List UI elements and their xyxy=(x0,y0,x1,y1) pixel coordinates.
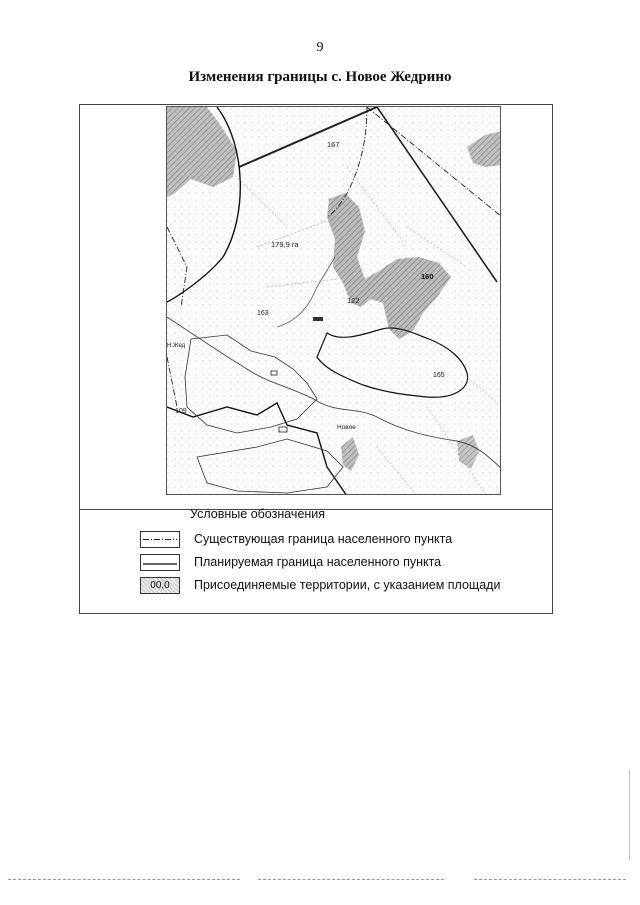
map-label-167: 167 xyxy=(327,140,340,149)
map-label-109: 109 xyxy=(175,408,187,415)
map-area xyxy=(166,106,501,495)
scan-edge-mark xyxy=(629,770,630,860)
solid-line-swatch xyxy=(140,554,180,571)
legend-label: Планируемая граница населенного пункта xyxy=(194,555,442,569)
building-marker xyxy=(313,317,323,321)
dash-dot-line-icon xyxy=(141,532,179,547)
map-label-zhed: Н.Жед xyxy=(167,343,186,349)
map-label-160: 160 xyxy=(421,272,434,281)
scan-edge-line xyxy=(474,879,626,880)
map-label-novoe: Новое xyxy=(337,424,356,431)
map-label-122: 122 xyxy=(347,296,360,305)
map-label-163: 163 xyxy=(257,310,269,317)
map-svg xyxy=(167,107,501,495)
map-title: Изменения границы с. Новое Жедрино xyxy=(188,69,452,85)
dash-dot-line-swatch xyxy=(140,531,180,548)
legend-label: Существующая граница населенного пункта xyxy=(194,532,453,546)
map-label-165: 165 xyxy=(433,372,445,379)
legend-label: Присоединяемые территории, с указанием площади xyxy=(194,578,501,592)
page-number: 9 xyxy=(316,40,324,55)
scan-edge-line xyxy=(258,879,444,880)
hatched-area-swatch: 00,0 xyxy=(140,577,180,594)
solid-line-icon xyxy=(141,555,179,570)
scan-edge-line xyxy=(8,879,240,880)
map-label-area: 179,9 га xyxy=(271,240,299,249)
legend-title: Условные обозначения xyxy=(190,507,326,521)
